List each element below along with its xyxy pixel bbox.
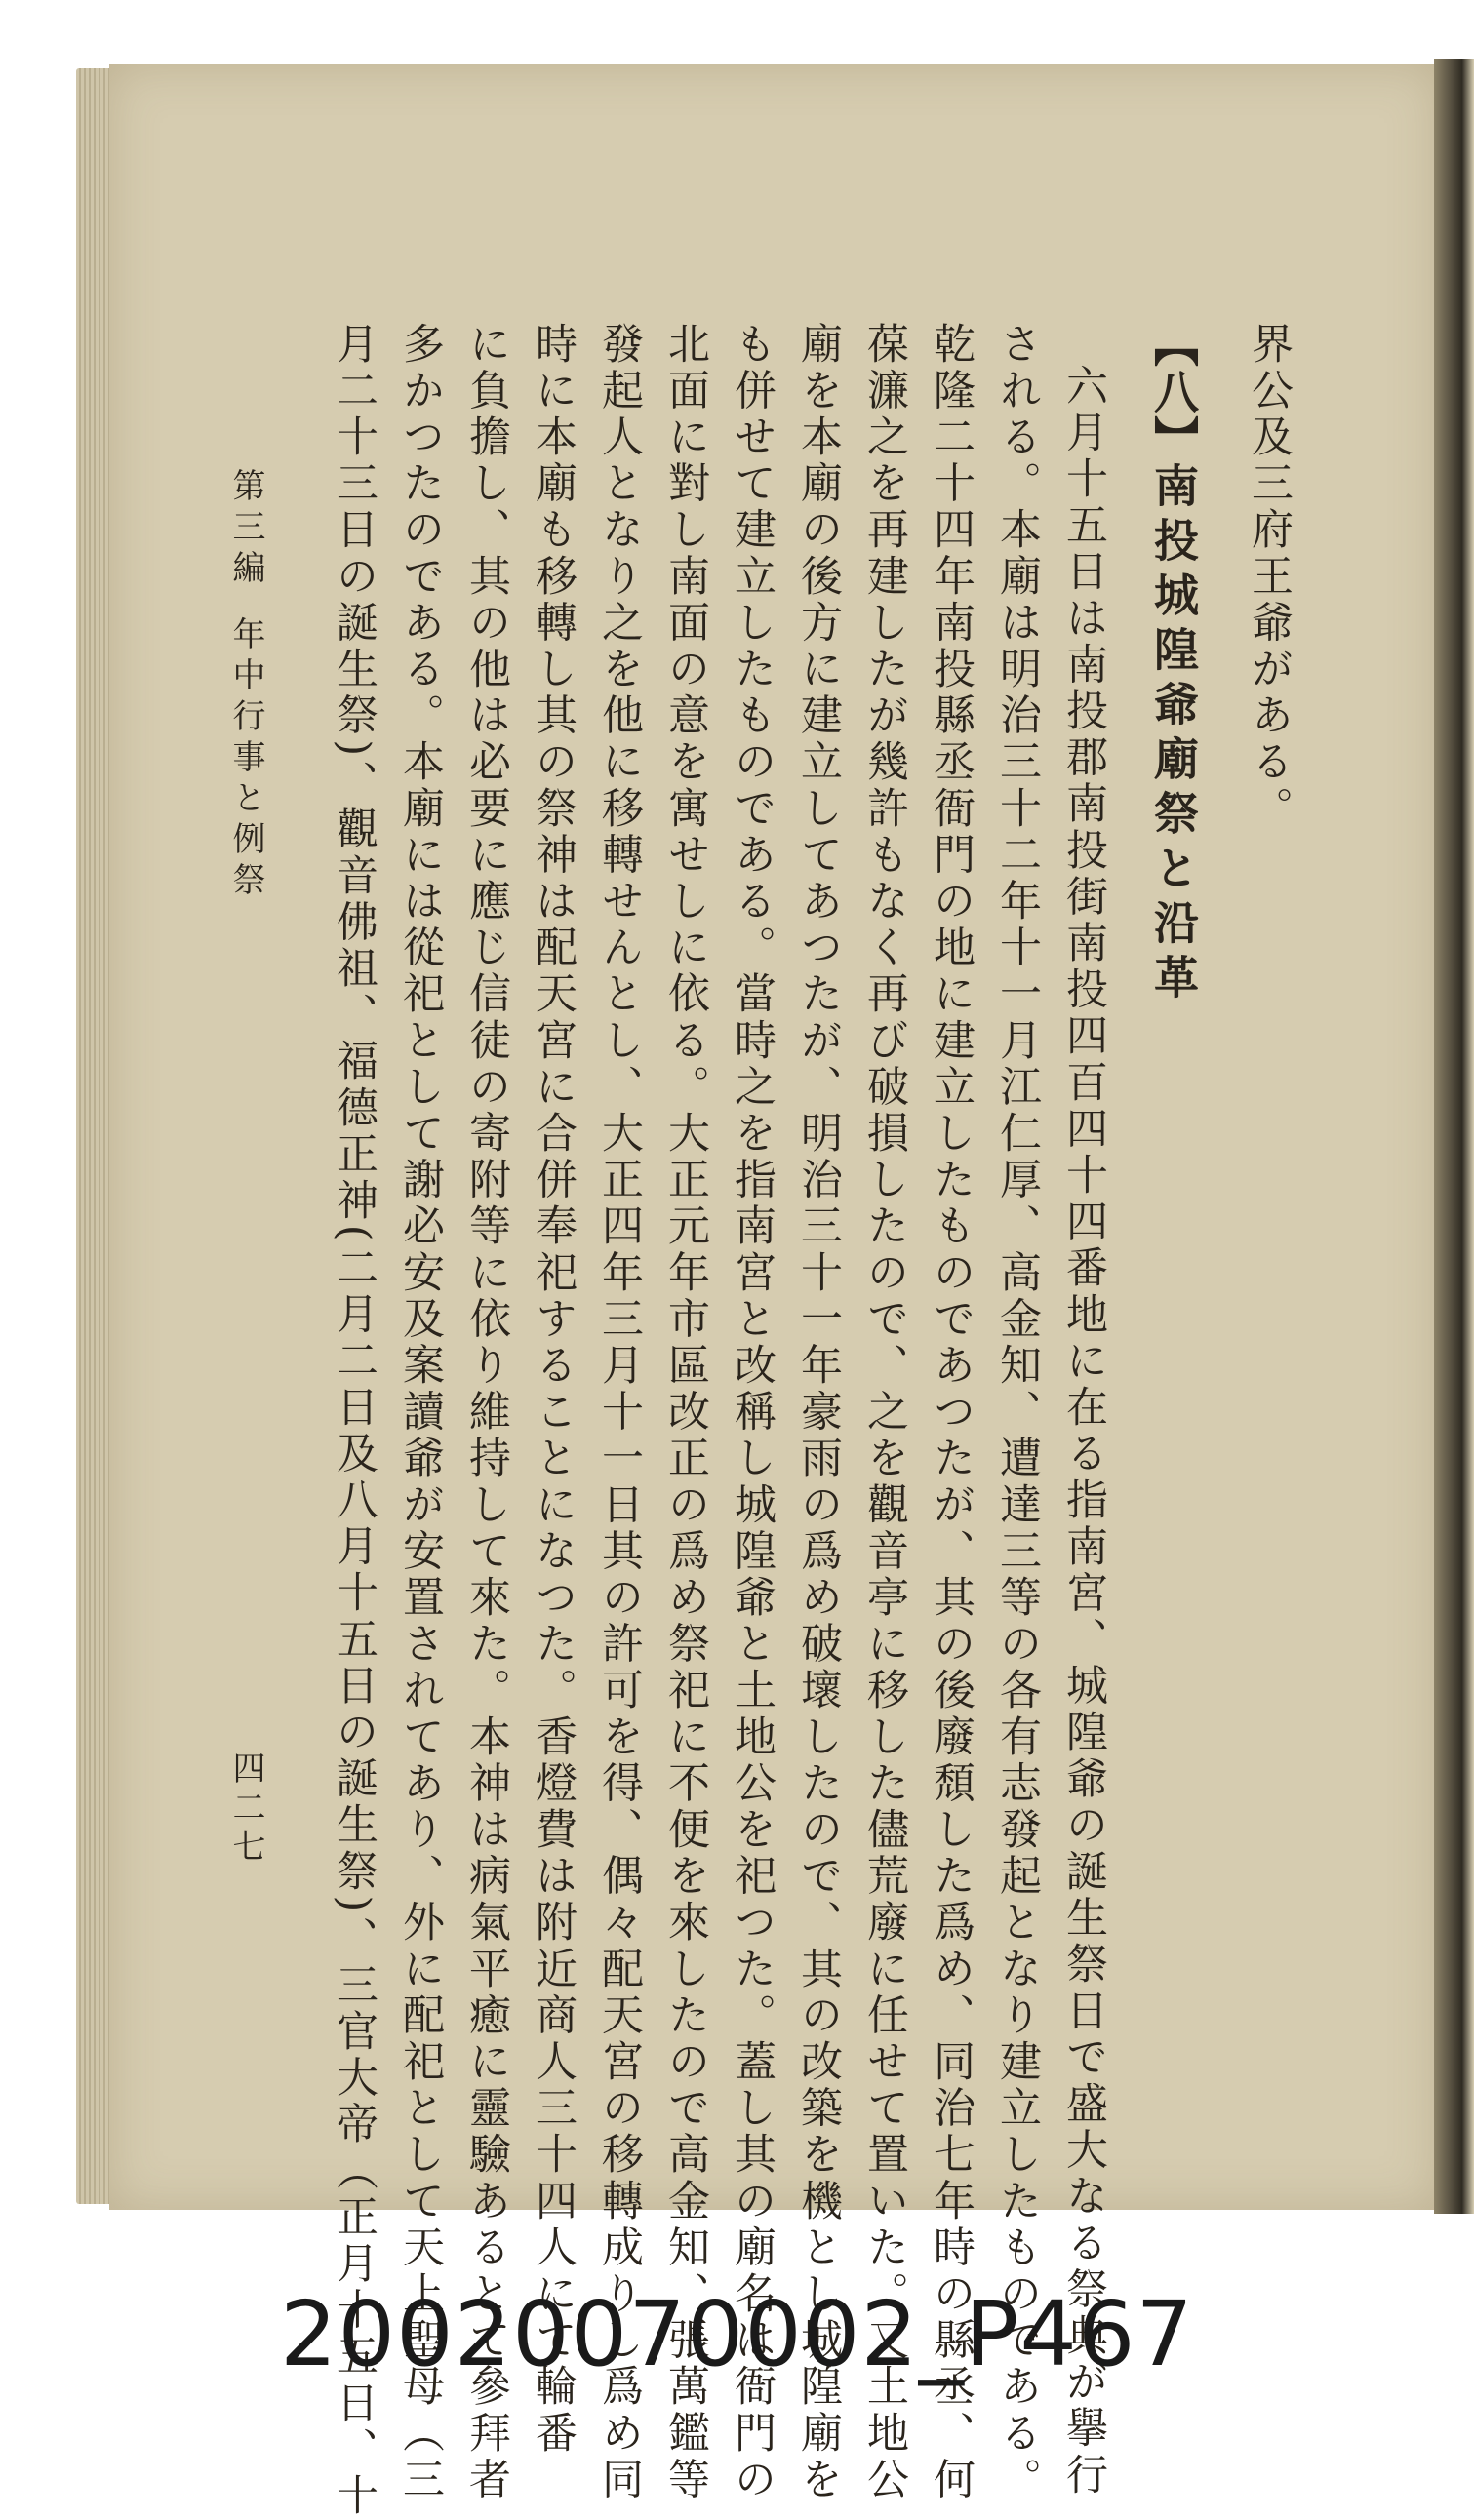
footer-section: 第三編 <box>226 468 265 591</box>
body-line: も併せて建立したものである。當時之を指南宮と改稱し城隍爺と土地公を祀つた。蓋し其の廟名は衙門の <box>728 322 777 2504</box>
carryover-line: 界公及三府王爺がある。 <box>1245 322 1294 833</box>
binding-gutter <box>1434 59 1474 2214</box>
body-line: 多かつたのである。本廟には從祀として謝必安及案讀爺が安置されてあり、外に配祀として天上聖母（三 <box>396 322 445 2504</box>
body-line: 廟を本廟の後方に建立してあつたが、明治三十一年豪雨の爲め破壞したので、其の改築を機とし城隍廟を <box>794 322 843 2504</box>
body-line: 北面に對し南面の意を寓せしに依る。大正元年市區改正の爲め祭祀に不便を來したので高金知、張萬鑑等 <box>661 322 710 2504</box>
footer-title: 年中行事と例祭 <box>226 616 265 903</box>
body-line: に負擔し、其の他は必要に應じ信徒の寄附等に依り維持して來た。本神は病氣平癒に靈驗あるとて參拜者 <box>462 322 511 2504</box>
image-caption: 20020070002_P467 <box>280 2282 1194 2386</box>
section-number: 【八】 <box>1147 322 1200 462</box>
section-heading <box>1140 322 1207 1960</box>
body-line: 六月十五日は南投郡南投街南投四百四十四番地に在る指南宮、城隍爺の誕生祭日で盛大なる祭典が擧行 <box>1059 364 1108 2500</box>
body-line: される。本廟は明治三十二年十一月江仁厚、高金知、遭達三等の各有志發起となり建立したものである。 <box>993 322 1042 2504</box>
body-line: 乾隆二十四年南投縣丞衙門の地に建立したものであつたが、其の後廢頹した爲め、同治七年時の縣丞、何 <box>927 322 976 2504</box>
page-number: 四二七 <box>226 1751 265 1868</box>
body-line: 月二十三日の誕生祭)、觀音佛祖、福德正神(二月二日及八月十五日の誕生祭)、三官大帝（正月十五日、十 <box>330 322 378 2520</box>
body-line: 時に本廟も移轉し其の祭神は配天宮に合併奉祀することになつた。香燈費は附近商人三十四人にて輪番 <box>529 322 578 2458</box>
running-footer <box>222 468 270 903</box>
body-line: 發起人となり之を他に移轉せんとし、大正四年三月十一日其の許可を得、偶々配天宮の移轉成りし爲め同 <box>595 322 644 2504</box>
section-title: 南投城隍爺廟祭と沿革 <box>1147 462 1200 1008</box>
body-line: 葆濂之を再建したが幾許もなく再び破損したので、之を觀音亭に移した儘荒廢に任せて置いた。又土地公 <box>860 322 909 2504</box>
